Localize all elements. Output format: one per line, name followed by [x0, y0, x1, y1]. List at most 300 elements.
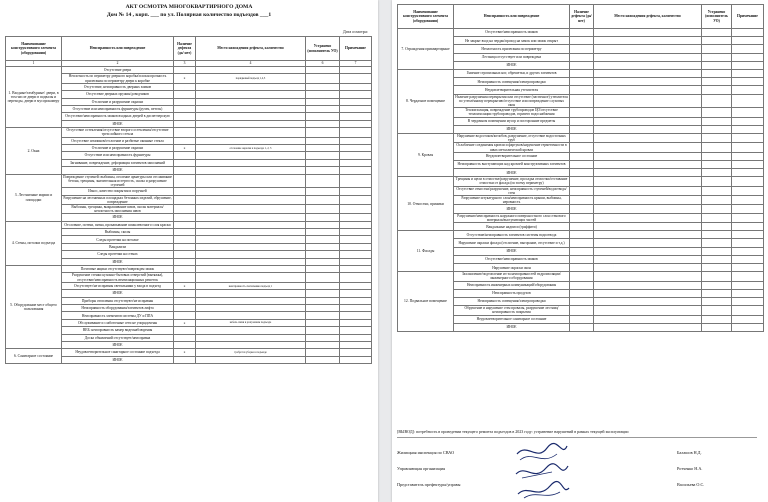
defect-mark — [570, 315, 594, 323]
fixed-cell — [306, 174, 340, 188]
defect-mark — [174, 67, 196, 74]
fixed-cell — [306, 349, 340, 356]
fixed-cell — [702, 281, 732, 289]
defect-mark — [570, 306, 594, 315]
defect-text: ИНОЕ — [62, 341, 174, 348]
defect-text: Разрушение/неисправность наружного поверхностного слоя стенового материала/выступающих частей — [454, 213, 570, 222]
fixed-cell — [306, 204, 340, 213]
defect-mark: x — [174, 319, 196, 326]
header-defect: Неисправность или повреждение — [454, 5, 570, 29]
table-row — [398, 177, 764, 186]
defect-text: Ослабление соединения кровли и фартуков/нарушение герметичности в швах металлической кровли — [454, 143, 570, 152]
inspection-date-label: Дата осмотра: — [342, 29, 368, 34]
table-row — [398, 133, 764, 142]
note-cell — [732, 177, 764, 186]
signature-name-3: Васильева О.С. — [677, 482, 705, 487]
header-presence: Наличие дефекта (да/ нет) — [174, 37, 196, 61]
defect-location — [196, 159, 306, 166]
signature-name-2: Ротченко Н.А. — [677, 466, 703, 471]
defect-location — [196, 188, 306, 195]
defect-text: ИНОЕ — [454, 61, 570, 69]
fixed-cell — [306, 334, 340, 341]
defect-text: Неудовлетворительная утеплителя — [454, 86, 570, 94]
defect-text: Вандальные надписи (граффити) — [454, 223, 570, 231]
defect-text: Неплотность прилегания по периметру — [454, 45, 570, 53]
element-name: 8. Чердачное помещение — [398, 69, 454, 133]
defect-text: ИНОЕ — [454, 247, 570, 255]
defect-text: В чердачном помещении мусор и посторонние предметы — [454, 117, 570, 125]
defect-mark — [570, 160, 594, 168]
defect-text: Выбоины, сколы — [62, 229, 174, 236]
defect-location — [594, 125, 702, 133]
note-cell — [340, 214, 372, 221]
defect-location — [196, 195, 306, 204]
defect-location — [196, 341, 306, 348]
table-row — [6, 266, 372, 273]
note-cell — [340, 341, 372, 348]
defect-mark — [570, 323, 594, 331]
defect-mark — [570, 169, 594, 177]
header-note: Примечание — [732, 5, 764, 29]
note-cell — [732, 223, 764, 231]
note-cell — [340, 312, 372, 319]
defect-mark — [174, 195, 196, 204]
note-cell — [732, 289, 764, 297]
fixed-cell — [702, 45, 732, 53]
note-cell — [732, 86, 764, 94]
note-cell — [732, 213, 764, 222]
defect-text: ИНОЕ — [62, 167, 174, 174]
column-number: 1 — [6, 61, 62, 67]
defect-text: Отсутствие/неисправность замков входных дверей в диспетчерскую — [62, 113, 174, 120]
defect-text: Приборы отопления отсутствуют/не исправны — [62, 297, 174, 304]
defect-location — [594, 169, 702, 177]
defect-text: Нарушение окраски фасада (отслоение, выгорание, отсутствие и т.д.) — [454, 239, 570, 247]
defect-location — [196, 204, 306, 213]
defect-mark — [174, 258, 196, 265]
note-cell — [732, 152, 764, 160]
note-cell — [340, 105, 372, 112]
note-cell — [340, 349, 372, 356]
fixed-cell — [702, 108, 732, 117]
note-cell — [340, 229, 372, 236]
defect-text: Отсутствие остекления/отсутствие второго остекления/отсутствие трехслойного стекла — [62, 128, 174, 137]
fixed-cell — [306, 356, 340, 363]
defect-text: Неисправность продухов — [454, 289, 570, 297]
defect-mark — [174, 312, 196, 319]
defect-location — [594, 213, 702, 222]
defect-mark — [570, 289, 594, 297]
fixed-cell — [702, 239, 732, 247]
defect-mark — [570, 29, 594, 37]
fixed-cell — [306, 105, 340, 112]
note-cell — [732, 45, 764, 53]
defect-text: Отсутствие штапиков/отслоение и разбитые оконные стекла — [62, 137, 174, 144]
defect-location — [594, 315, 702, 323]
note-cell — [732, 37, 764, 45]
defect-text: Загнивание, повреждение, деформация элементов заполнений — [62, 159, 174, 166]
defect-location — [594, 281, 702, 289]
defect-mark — [174, 243, 196, 250]
defect-text: Разрушение на лестничных площадках бетонных изделий, обрушение, повреждение — [63, 195, 172, 204]
note-cell — [340, 327, 372, 334]
header-location: Место нахождения дефекта, количество — [196, 37, 306, 61]
defect-location — [196, 221, 306, 228]
fixed-cell — [306, 258, 340, 265]
element-name: 9. Кровля — [398, 133, 454, 176]
defect-text: Теплоизоляция, повреждение трубопроводов ЦО/отсутствие теплоизоляции трубопроводов, горячего водоснабжения — [454, 108, 570, 117]
defect-location — [594, 29, 702, 37]
header-fixed: Устранено (исполнитель УО) — [306, 37, 340, 61]
table-row — [398, 69, 764, 77]
defect-location — [196, 312, 306, 319]
defect-text: Следы протечки на стенах — [62, 251, 174, 258]
element-name: 10. Отмостки, приямки — [398, 177, 454, 231]
element-name: 11. Фасады — [398, 231, 454, 272]
defect-text: Отсутствие/неисправность элементов системы водоотвода — [454, 231, 570, 239]
fixed-cell — [306, 120, 340, 127]
defect-text: Доска объявлений отсутствует/неисправна — [62, 334, 174, 341]
defect-location — [594, 53, 702, 61]
note-cell — [340, 266, 372, 273]
defect-location — [594, 323, 702, 331]
note-cell — [340, 251, 372, 258]
fixed-cell — [702, 37, 732, 45]
defect-mark — [174, 221, 196, 228]
fixed-cell — [702, 94, 732, 108]
column-number: 6 — [306, 61, 340, 67]
defect-location — [196, 120, 306, 127]
defect-mark — [570, 297, 594, 305]
fixed-cell — [306, 305, 340, 312]
fixed-cell — [306, 229, 340, 236]
note-cell — [732, 69, 764, 77]
defect-text: Выбоины, трещины, выкрашивание швов, сколы материала/ неплотность заполнения швов — [62, 204, 174, 213]
defect-mark — [174, 113, 196, 120]
defect-location — [594, 231, 702, 239]
fixed-cell — [306, 273, 340, 282]
act-page-2 — [392, 0, 768, 502]
note-cell — [732, 108, 764, 117]
note-cell — [732, 117, 764, 125]
defect-text: Наличие разрушения перекрытия или отсутствие (частичное) утеплителя по утеплённому перекрытию/отсутствие или повреждение слуховых окон — [455, 94, 568, 107]
header-element: Наименование конструктивного элемента (оборудования) — [6, 37, 62, 61]
defect-text: Износ, качество покрытия и поручней — [62, 188, 174, 195]
defect-location — [196, 67, 306, 74]
fixed-cell — [306, 137, 340, 144]
defect-location — [594, 143, 702, 152]
note-cell — [340, 273, 372, 282]
fixed-cell — [306, 91, 340, 98]
defect-location — [196, 91, 306, 98]
note-cell — [732, 231, 764, 239]
fixed-cell — [702, 255, 732, 263]
defect-location — [196, 128, 306, 137]
fixed-cell — [702, 125, 732, 133]
element-name: 1. Входные/тамбурные/ двери, в том числе двери в подвалы и переходы, двери в мусорокамеру — [6, 67, 62, 128]
defect-mark — [570, 223, 594, 231]
defect-mark — [570, 94, 594, 108]
fixed-cell — [306, 188, 340, 195]
element-name: 5. Оборудование мест общего пользования — [6, 266, 62, 349]
defect-mark — [174, 159, 196, 166]
fixed-cell — [306, 243, 340, 250]
fixed-cell — [306, 282, 340, 289]
defect-mark — [174, 204, 196, 213]
defect-text: Отсутствует/не исправны светильники у входа в подъезд — [62, 282, 174, 289]
defect-mark — [174, 305, 196, 312]
defect-mark — [174, 98, 196, 105]
defect-location: неисправность светильника подъезд 1 — [196, 282, 306, 289]
defect-text: Гниение стропильных ног, обрешетки, и других элементов — [454, 69, 570, 77]
table-row — [398, 29, 764, 37]
fixed-cell — [702, 289, 732, 297]
fixed-cell — [702, 186, 732, 195]
column-number: 4 — [196, 61, 306, 67]
note-cell — [732, 125, 764, 133]
defect-location — [594, 289, 702, 297]
note-cell — [732, 196, 764, 205]
note-cell — [340, 74, 372, 83]
defect-location — [594, 117, 702, 125]
defect-mark: x — [174, 74, 196, 83]
fixed-cell — [702, 160, 732, 168]
defect-text: ИНОЕ — [62, 214, 174, 221]
defect-mark — [570, 45, 594, 53]
defect-text: Неисправность освещения/электропроводки — [454, 297, 570, 305]
defect-text: Повреждение ступеней: выбоины, оголение арматуры или отслаивание бетона, трещины, значительная истертость, сколы и разрушение ступеней — [63, 174, 172, 187]
defect-text: Отсутствие дверных пружин/доводчиков — [62, 91, 174, 98]
note-cell — [340, 152, 372, 159]
fixed-cell — [306, 144, 340, 151]
defect-location — [594, 177, 702, 186]
defect-mark — [174, 128, 196, 137]
note-cell — [340, 334, 372, 341]
note-cell — [340, 236, 372, 243]
defect-text: Обрушение и нарушение стен провалы, разрушение лестниц/неисправность покрытия — [454, 306, 570, 315]
fixed-cell — [702, 53, 732, 61]
defect-mark — [174, 105, 196, 112]
note-cell — [732, 160, 764, 168]
defect-location — [196, 305, 306, 312]
defect-text: Отсутствие отмостки/разрушение, неисправность ступеней/водоотвода/стен — [454, 186, 570, 195]
defect-location — [196, 273, 306, 282]
fixed-cell — [702, 78, 732, 86]
defect-mark — [570, 78, 594, 86]
note-cell — [732, 281, 764, 289]
fixed-cell — [702, 213, 732, 222]
defect-text: ИНОЕ — [62, 290, 174, 297]
fixed-cell — [702, 69, 732, 77]
defect-mark — [570, 143, 594, 152]
note-cell — [340, 188, 372, 195]
defect-mark — [570, 281, 594, 289]
note-cell — [340, 91, 372, 98]
defect-location — [196, 214, 306, 221]
fixed-cell — [306, 113, 340, 120]
defect-mark — [174, 120, 196, 127]
defect-mark — [570, 37, 594, 45]
defect-text: Неудовлетворительное санитарное состояние — [454, 315, 570, 323]
note-cell — [732, 143, 764, 152]
header-location: Место нахождения дефекта, количество — [594, 5, 702, 29]
note-cell — [732, 239, 764, 247]
fixed-cell — [702, 205, 732, 213]
defect-mark — [174, 273, 196, 282]
defect-mark — [570, 213, 594, 222]
defect-location — [594, 160, 702, 168]
note-cell — [340, 221, 372, 228]
element-name: 12. Подвальное помещение — [398, 272, 454, 332]
defect-text: Неудовлетворительное состояние — [454, 152, 570, 160]
defect-location — [196, 229, 306, 236]
defect-location — [594, 61, 702, 69]
defect-location — [594, 69, 702, 77]
fixed-cell — [702, 152, 732, 160]
defect-location: отслоение окраски в подъезде 1, 2, 3 — [196, 144, 306, 151]
defect-mark: x — [174, 144, 196, 151]
defect-location — [594, 94, 702, 108]
inspection-table-1 — [5, 36, 372, 364]
fixed-cell — [306, 297, 340, 304]
defect-text: ВЕБ: неисправность камер видеонаблюдения — [62, 327, 174, 334]
defect-mark — [174, 229, 196, 236]
defect-mark — [174, 341, 196, 348]
fixed-cell — [306, 290, 340, 297]
header-note: Примечание — [340, 37, 372, 61]
defect-mark — [174, 83, 196, 90]
fixed-cell — [306, 128, 340, 137]
defect-text: ИНОЕ — [62, 258, 174, 265]
defect-location — [594, 264, 702, 272]
defect-mark — [570, 196, 594, 205]
fixed-cell — [702, 133, 732, 142]
header-defect: Неисправность или повреждение — [62, 37, 174, 61]
defect-mark — [570, 117, 594, 125]
fixed-cell — [702, 231, 732, 239]
act-title: АКТ ОСМОТРА МНОГОКВАРТИРНОГО ДОМА — [125, 4, 253, 10]
defect-text: Отсутствие или неисправность фурнитуры — [62, 152, 174, 159]
defect-location — [594, 133, 702, 142]
fixed-cell — [702, 143, 732, 152]
note-cell — [340, 243, 372, 250]
defect-mark — [570, 125, 594, 133]
defect-text: ИНОЕ — [454, 323, 570, 331]
defect-location — [196, 327, 306, 334]
defect-location: кабель связи в разгромном подъезде — [196, 319, 306, 326]
table-row — [6, 174, 372, 188]
defect-location — [196, 137, 306, 144]
defect-location — [196, 113, 306, 120]
defect-location — [594, 223, 702, 231]
fixed-cell — [702, 61, 732, 69]
defect-mark — [570, 264, 594, 272]
table-row — [6, 221, 372, 228]
inspection-table-2 — [397, 4, 764, 332]
fixed-cell — [306, 74, 340, 83]
note-cell — [340, 305, 372, 312]
note-cell — [732, 272, 764, 281]
note-cell — [732, 306, 764, 315]
note-cell — [340, 290, 372, 297]
defect-mark — [570, 272, 594, 281]
defect-text: ИНОЕ — [62, 356, 174, 363]
defect-text: Следы протечки на потолке — [62, 236, 174, 243]
defect-text: Разрушение стенки кухонно-бытовых отверстий (вытяжка), отсутствие/неисправность вентиляционных решеток — [62, 273, 174, 282]
defect-mark — [174, 297, 196, 304]
defect-mark — [570, 86, 594, 94]
defect-mark — [174, 214, 196, 221]
defect-mark — [174, 174, 196, 188]
defect-mark — [174, 266, 196, 273]
fixed-cell — [702, 196, 732, 205]
defect-location — [196, 98, 306, 105]
defect-text: Захламление/подтопление из-за неисправностей гидроизоляции/инженерного оборудования — [454, 272, 570, 281]
defect-location — [196, 174, 306, 188]
element-name: 6. Санитарное состояние — [6, 349, 62, 364]
defect-location — [196, 243, 306, 250]
defect-location: требуется уборка в подъезде — [196, 349, 306, 356]
fixed-cell — [306, 152, 340, 159]
defect-text: Неисправность оборудования/элементов лифта — [62, 305, 174, 312]
defect-mark — [570, 152, 594, 160]
note-cell — [340, 137, 372, 144]
defect-text: ИНОЕ — [454, 125, 570, 133]
defect-location — [196, 83, 306, 90]
defect-mark — [570, 186, 594, 195]
defect-mark — [174, 290, 196, 297]
fixed-cell — [702, 272, 732, 281]
defect-location — [196, 251, 306, 258]
defect-mark — [570, 231, 594, 239]
defect-location — [594, 78, 702, 86]
note-cell — [340, 356, 372, 363]
note-cell — [340, 195, 372, 204]
defect-location — [196, 105, 306, 112]
defect-location — [594, 255, 702, 263]
defect-location — [196, 152, 306, 159]
fixed-cell — [306, 221, 340, 228]
defect-text: ИНОЕ — [62, 120, 174, 127]
defect-mark — [174, 236, 196, 243]
element-name: 3. Лестничные марши и площадки — [6, 174, 62, 221]
defect-location — [196, 297, 306, 304]
fixed-cell — [306, 98, 340, 105]
note-cell — [340, 282, 372, 289]
fixed-cell — [306, 312, 340, 319]
defect-mark: x — [174, 349, 196, 356]
defect-mark — [174, 251, 196, 258]
defect-location — [594, 37, 702, 45]
defect-mark — [174, 152, 196, 159]
defect-location — [196, 290, 306, 297]
note-cell — [340, 83, 372, 90]
table-row — [6, 128, 372, 137]
note-cell — [340, 120, 372, 127]
element-name: 2. Окна — [6, 128, 62, 174]
fixed-cell — [702, 223, 732, 231]
defect-mark — [570, 69, 594, 77]
defect-location — [594, 86, 702, 94]
note-cell — [732, 315, 764, 323]
fixed-cell — [702, 306, 732, 315]
defect-location — [196, 258, 306, 265]
note-cell — [340, 204, 372, 213]
defect-text: Не закрыт вход на чердак/проход на замок или замок открыт — [454, 37, 570, 45]
defect-location — [196, 236, 306, 243]
defect-location — [594, 196, 702, 205]
note-cell — [732, 255, 764, 263]
